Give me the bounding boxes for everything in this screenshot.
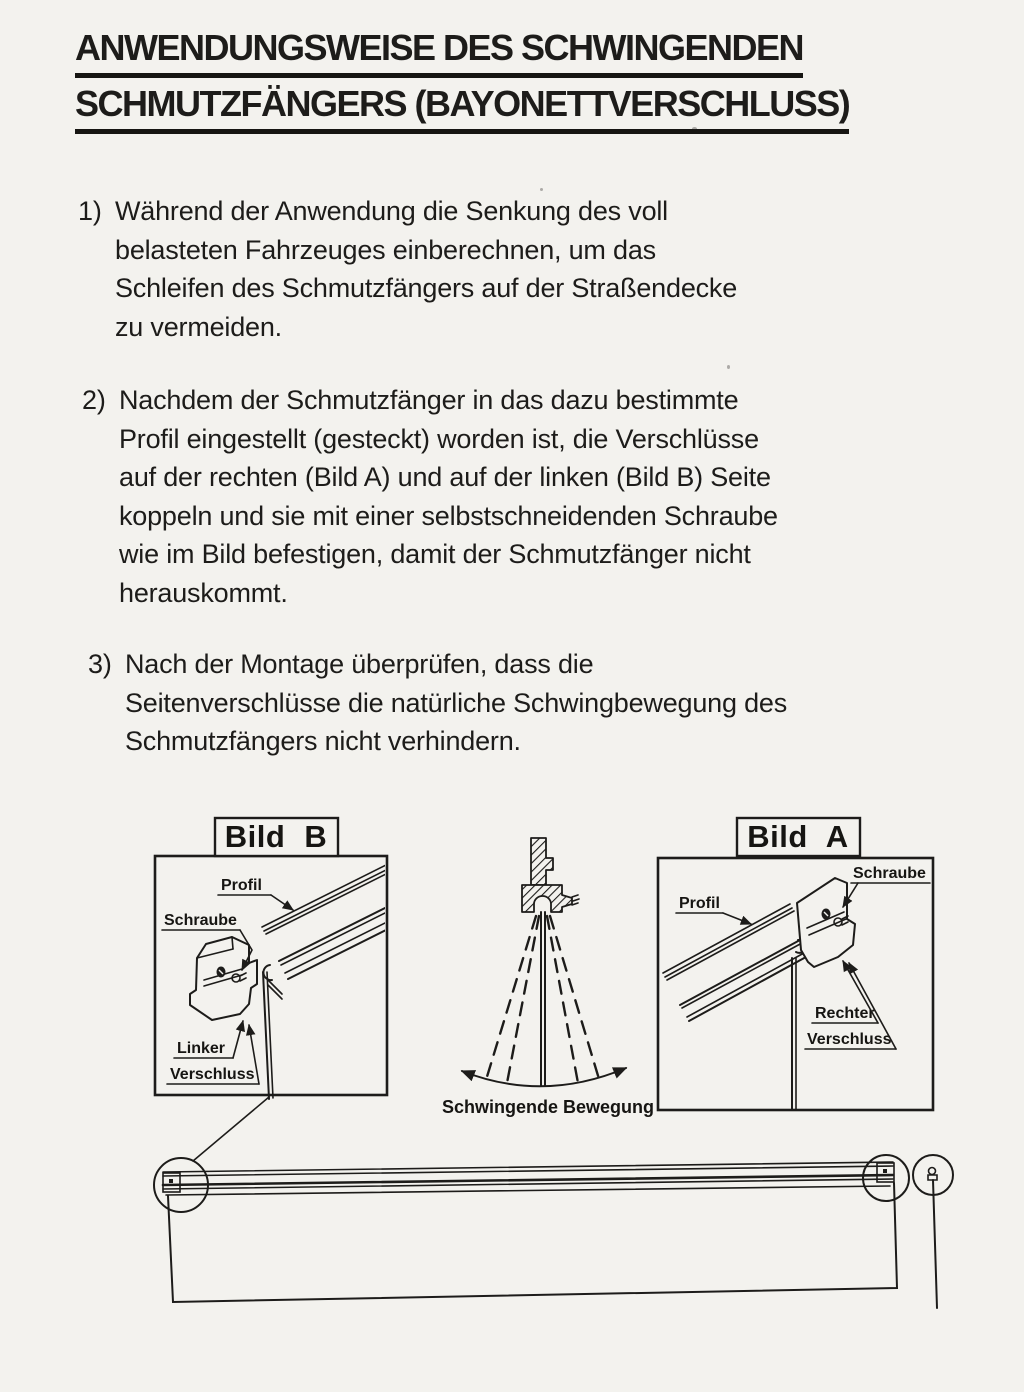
bild-b-profile-rail-drawing xyxy=(262,863,416,999)
figure-bild-b xyxy=(155,818,416,1161)
scan-speck xyxy=(540,188,543,191)
bild-a-lock-label-line1: Rechter xyxy=(815,1005,875,1022)
bild-b-schraube-label: Schraube xyxy=(164,912,237,929)
document-title xyxy=(75,25,849,137)
flap-swing-position-left xyxy=(486,916,536,1080)
bild-b-left-lock-drawing xyxy=(190,937,257,1020)
title-line-1: ANWENDUNGSWEISE DES SCHWINGENDEN xyxy=(75,25,803,78)
paragraph-text: Nach der Montage überprüfen, dass die Seitenverschlüsse die natürliche Schwingbewegung des Schmutzfängers nicht verhindern. xyxy=(125,649,788,756)
scan-speck xyxy=(806,93,809,96)
mud-flap-outline xyxy=(168,1183,897,1302)
swing-caption: Schwingende Bewegung xyxy=(441,1097,655,1117)
bild-a-lock-label-line2: Verschluss xyxy=(807,1031,892,1048)
scan-speck xyxy=(692,127,697,130)
paragraph-number: 2) xyxy=(82,385,106,415)
bild-b-lock-label-line2: Verschluss xyxy=(170,1066,255,1083)
instruction-paragraph-3 xyxy=(88,645,787,761)
instruction-paragraph-2 xyxy=(82,381,778,612)
figure-bild-a xyxy=(658,818,933,1110)
detail-screw-head xyxy=(929,1168,936,1175)
title-line-2: SCHMUTZFÄNGERS (BAYONETTVERSCHLUSS) xyxy=(75,81,849,134)
bild-b-lock-label-line1: Linker xyxy=(177,1040,226,1057)
detail-screw-shank xyxy=(933,1180,937,1308)
bild-b-title: Bild B xyxy=(224,819,328,854)
profile-cross-section xyxy=(531,838,553,885)
instruction-paragraph-1 xyxy=(78,192,737,346)
paragraph-number: 1) xyxy=(78,196,102,226)
bild-b-detail-connector-line xyxy=(193,1097,269,1161)
paragraph-number: 3) xyxy=(88,649,112,679)
bild-a-profile-rail-drawing xyxy=(663,904,806,1021)
bild-b-profil-label: Profil xyxy=(221,877,262,894)
bild-a-title: Bild A xyxy=(747,819,849,854)
bild-a-schraube-label: Schraube xyxy=(853,865,926,882)
paragraph-text: Während der Anwendung die Senkung des voll belasteten Fahrzeuges einberechnen, um das Schleifen des Schmutzfängers auf der Straßendecke zu vermeiden. xyxy=(115,196,738,342)
scan-speck xyxy=(727,365,730,369)
mud-flap-assembly-drawing xyxy=(154,1155,953,1308)
paragraph-text: Nachdem der Schmutzfänger in das dazu bestimmte Profil eingestellt (gesteckt) worden ist, die Verschlüsse auf der rechten (Bild A) und auf der linken (Bild B) Seite koppeln und sie mit einer selbstschneidenden Schraube wie im Bild befestigen, damit der Schmutzfänger nicht herauskommt. xyxy=(119,385,778,608)
profile-holder-cross-section xyxy=(522,885,572,912)
flap-swing-position-right xyxy=(547,916,578,1083)
bild-a-profil-label: Profil xyxy=(679,895,720,912)
bild-a-right-lock-drawing xyxy=(797,878,855,967)
figure-swing-motion xyxy=(442,838,654,1117)
figure-illustrations xyxy=(0,800,1024,1392)
